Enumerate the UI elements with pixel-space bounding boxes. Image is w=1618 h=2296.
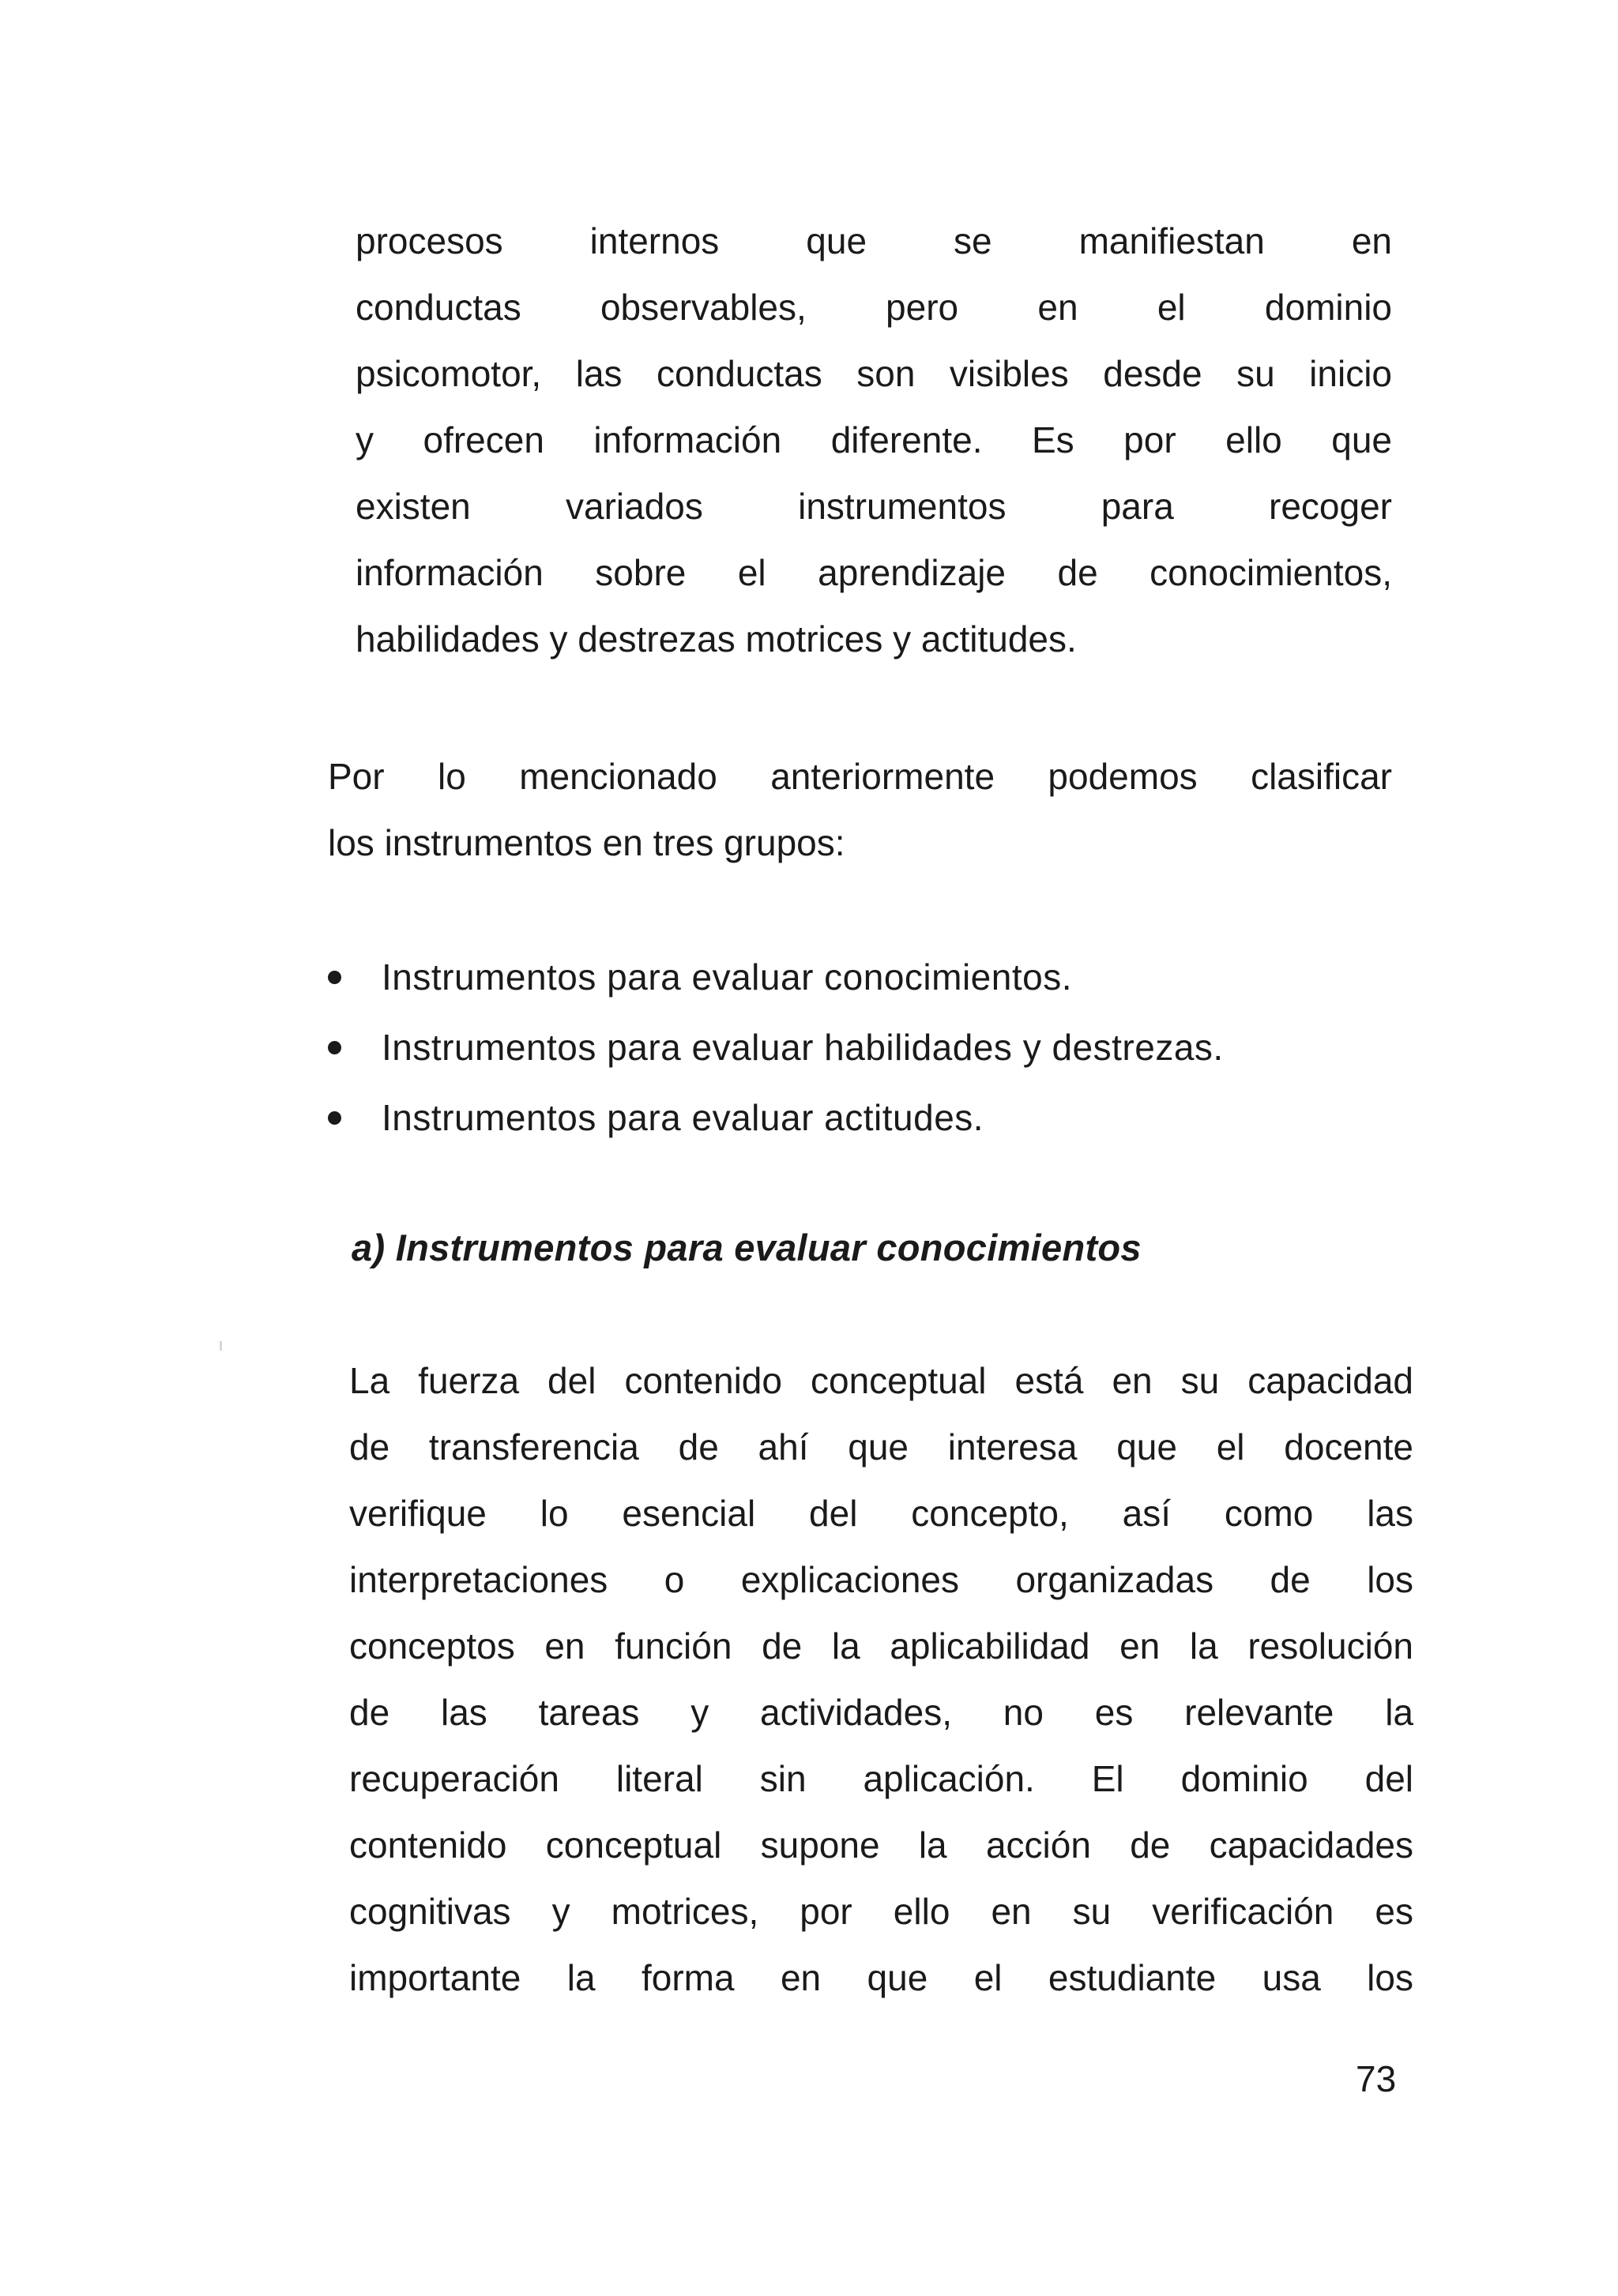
page-number: 73: [1356, 2058, 1397, 2099]
paragraph-line: procesos internos que se manifiestan en: [356, 220, 1392, 261]
scan-artifact: [220, 1341, 222, 1351]
paragraph-line: psicomotor, las conductas son visibles desde su inicio: [356, 353, 1392, 394]
paragraph-line: los instrumentos en tres grupos:: [328, 822, 845, 863]
paragraph-line: contenido conceptual supone la acción de capacidades: [349, 1824, 1413, 1866]
paragraph-line: existen variados instrumentos para recoger: [356, 486, 1392, 527]
list-item-text: Instrumentos para evaluar conocimientos.: [382, 956, 1072, 998]
section-heading: a) Instrumentos para evaluar conocimientos: [352, 1227, 1142, 1268]
paragraph-line: conductas observables, pero en el dominio: [356, 287, 1392, 328]
paragraph-line: de las tareas y actividades, no es relevante la: [349, 1692, 1413, 1733]
paragraph-line: de transferencia de ahí que interesa que el docente: [349, 1426, 1413, 1467]
paragraph-line: información sobre el aprendizaje de conocimientos,: [356, 552, 1392, 593]
list-item-text: Instrumentos para evaluar actitudes.: [382, 1097, 984, 1138]
paragraph-line: cognitivas y motrices, por ello en su verificación es: [349, 1891, 1413, 1932]
paragraph-line: recuperación literal sin aplicación. El dominio del: [349, 1758, 1413, 1799]
paragraph-line: conceptos en función de la aplicabilidad en la resolución: [349, 1625, 1413, 1667]
list-item-text: Instrumentos para evaluar habilidades y destrezas.: [382, 1027, 1224, 1068]
paragraph-line: interpretaciones o explicaciones organizadas de los: [349, 1559, 1413, 1600]
paragraph-line: habilidades y destrezas motrices y actitudes.: [356, 618, 1077, 659]
paragraph-line: Por lo mencionado anteriormente podemos clasificar: [328, 756, 1392, 797]
bullet-icon: [328, 971, 341, 984]
paragraph-line: La fuerza del contenido conceptual está en su capacidad: [349, 1360, 1413, 1401]
bullet-icon: [328, 1111, 341, 1125]
paragraph-line: importante la forma en que el estudiante usa los: [349, 1957, 1413, 1998]
paragraph-line: y ofrecen información diferente. Es por ello que: [356, 419, 1392, 460]
paragraph-line: verifique lo esencial del concepto, así como las: [349, 1493, 1413, 1534]
bullet-icon: [328, 1041, 341, 1054]
